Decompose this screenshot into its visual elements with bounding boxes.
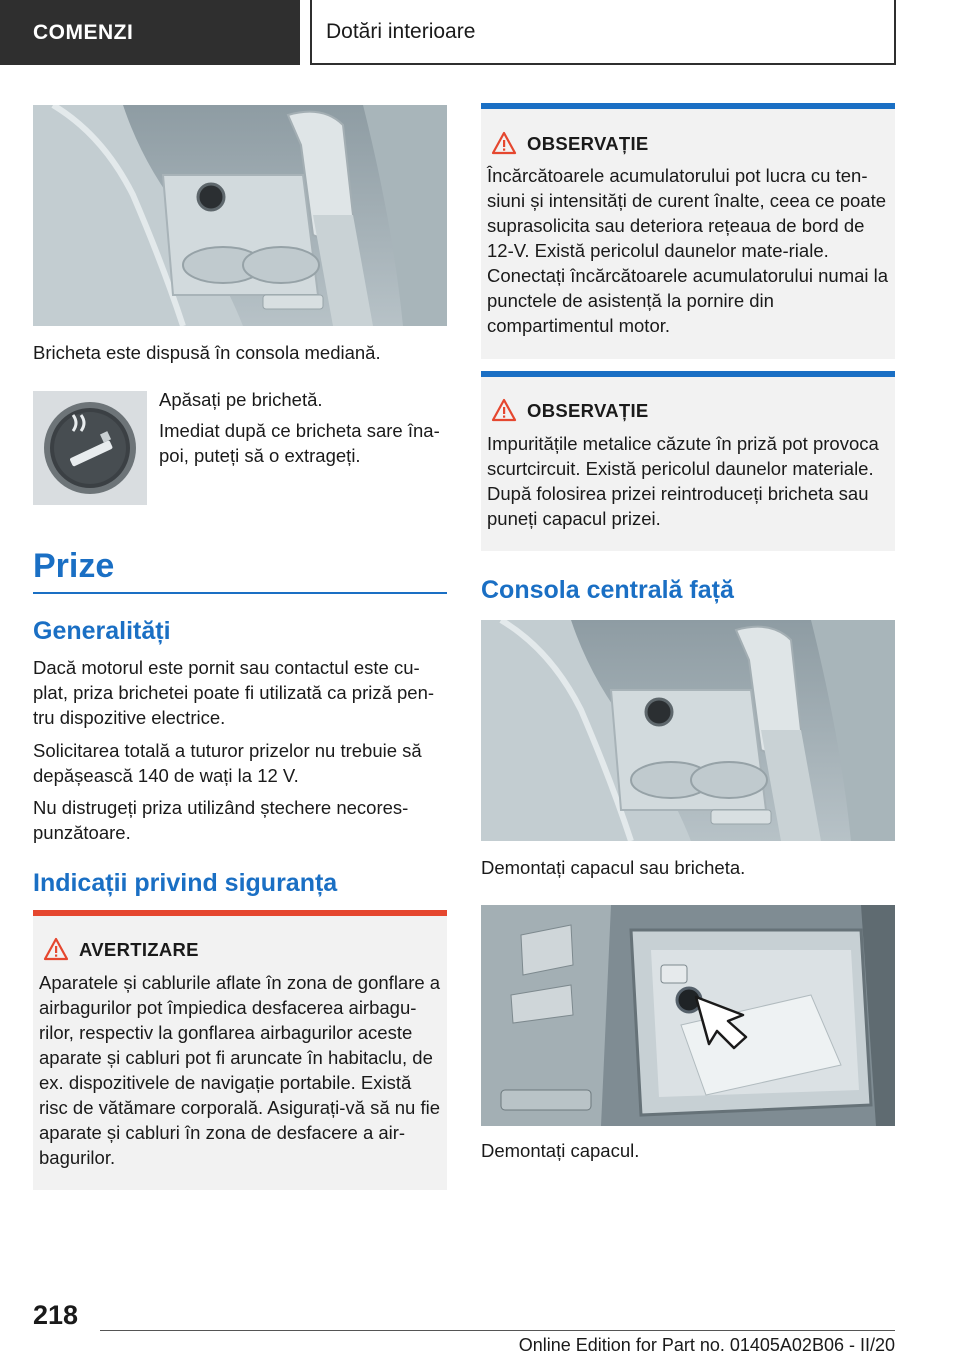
- warning-text: Aparatele și cablurile aflate în zona de gonflare a airbagurilor pot împiedica desfacerea airbagu‐rilor, respectiv la gonflarea airbagurilor aceste aparate și cabluri pot fi aruncate în habitaclu, de ex. dispozitivele de navigație portabile. Există risc de vătămare corporală. Asigurați-vă să nu fie aparate și cabluri în zona de desfacere a air‐bagurilor.: [39, 972, 441, 1168]
- section-title: COMENZI: [33, 20, 134, 44]
- heading-general: Generalități: [33, 617, 171, 645]
- note-title-2: OBSERVAȚIE: [527, 400, 649, 421]
- page-number: 218: [33, 1300, 79, 1330]
- remove-lighter-caption: Demontați capacul sau bricheta.: [481, 857, 746, 878]
- remove-cover-caption: Demontați capacul.: [481, 1140, 640, 1161]
- warning-bar: [33, 910, 447, 916]
- general-paragraph-3: Nu distrugeți priza utilizând ștechere necores‐punzătoare.: [33, 797, 409, 843]
- note-title-1: OBSERVAȚIE: [527, 133, 649, 154]
- lighter-button-photo: [33, 391, 147, 505]
- lighter-press-text: Apăsați pe brichetă.: [159, 389, 323, 410]
- heading-rule: [33, 592, 447, 594]
- lighter-remove-text: Imediat după ce bricheta sare îna‐poi, puteți să o extrageți.: [159, 420, 440, 466]
- center-console-photo: [481, 620, 895, 841]
- footer-rule: [100, 1330, 895, 1331]
- note-box-1: [481, 103, 895, 359]
- warning-triangle-icon: [43, 937, 69, 961]
- note-box-2: [481, 371, 895, 551]
- heading-sockets: Prize: [33, 547, 115, 585]
- console-caption: Bricheta este dispusă în consola mediană.: [33, 342, 381, 363]
- chapter-title: Dotări interioare: [326, 19, 476, 43]
- warning-title: AVERTIZARE: [79, 939, 199, 960]
- chapter-tab: [310, 0, 896, 65]
- storage-compartment-photo: [481, 905, 895, 1126]
- note-text-2: Impuritățile metalice căzute în priză pot provoca scurtcircuit. Există pericolul daunelor materiale. După folosirea prizei reintroduceți bricheta sau puneți capacul prizei.: [487, 433, 879, 529]
- heading-center-console: Consola centrală față: [481, 576, 734, 604]
- note-triangle-icon: [491, 398, 517, 422]
- note-bar-2: [481, 371, 895, 377]
- warning-box: [33, 910, 447, 1190]
- console-lighter-photo: [33, 105, 447, 326]
- section-tab: [0, 0, 300, 65]
- footer-edition: Online Edition for Part no. 01405A02B06 - II/20: [518, 1335, 895, 1355]
- general-paragraph-1: Dacă motorul este pornit sau contactul este cu‐plat, priza brichetei poate fi utilizată ca priză pen‐tru dispozitive electrice.: [33, 657, 435, 728]
- note-bar-1: [481, 103, 895, 109]
- heading-safety: Indicații privind siguranța: [33, 869, 338, 897]
- note-text-1: Încărcătoarele acumulatorului pot lucra cu ten‐siuni și intensități de curent înalte, ceea ce poate suprasolicita sau deteriora rețeaua de bord de 12-V. Există pericolul daunelor mate‐riale. Conectați încărcătoarele acumulatorului numai la punctele de asistență la pornire din compartimentul motor.: [487, 165, 889, 336]
- note-triangle-icon: [491, 131, 517, 155]
- general-paragraph-2: Solicitarea totală a tuturor prizelor nu trebuie să depășească 140 de wați la 12 V.: [33, 740, 422, 786]
